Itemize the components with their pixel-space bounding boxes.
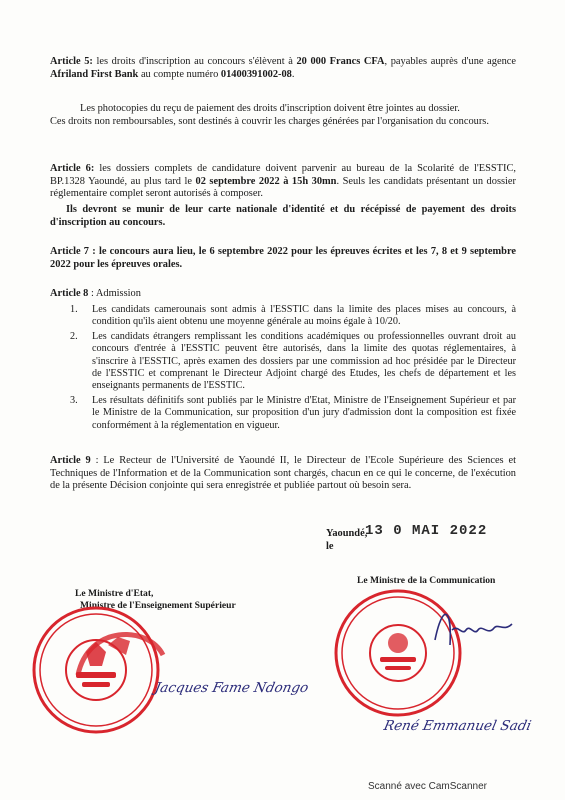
article-8-list — [70, 304, 516, 434]
article-8-label: Article 8 — [50, 288, 89, 299]
article-9-text: : Le Recteur de l'Université de Yaoundé II, le Directeur de l'Ecole Supérieure des Sciences et Techniques de l'Information et de la Communication sont chargés, chacun en ce qui le concerne, de l'exécution de la présente Décision conjointe qui sera enregistrée et publiée partout où besoin sera. — [50, 455, 516, 492]
right-signature-name: René Emmanuel Sadi — [382, 718, 533, 734]
place-city: Yaoundé, — [326, 528, 368, 539]
scanner-footer: Scanné avec CamScanner — [368, 781, 487, 792]
article-5-text-4: . — [291, 68, 295, 80]
left-seal-overlay-icon — [68, 615, 168, 685]
place-le: le — [326, 541, 334, 552]
article-6-bold-text: Ils devront se munir de leur carte nationale d'identité et du récépissé de payement des droits d'inscription au concours. — [50, 204, 516, 228]
article-6-text-1: les dossiers complets de candidature doivent parvenir au bureau de la Scolarité de l'ESSTIC, BP.1328 Yaoundé, au plus tard le — [50, 163, 517, 187]
article-5 — [50, 56, 516, 81]
article-5-text-3: au compte numéro — [138, 68, 221, 80]
list-item — [70, 304, 516, 329]
article-5-text-1: les droits d'inscription au concours s'élèvent à — [92, 56, 297, 67]
article-5-text-2: , payables auprès d'une agence — [384, 56, 516, 67]
fees-paragraph: Ces droits non remboursables, sont destinés à couvrir les charges générées par l'organisation du concours. — [50, 116, 489, 127]
article-6-label: Article 6: — [50, 163, 95, 174]
left-signatory-office: Ministre de l'Enseignement Supérieur — [80, 600, 236, 611]
article-5-label: Article 5: — [50, 56, 93, 67]
left-signatory-title: Le Ministre d'Etat, — [75, 588, 154, 599]
article-7: Article 7 : le concours aura lieu, le 6 septembre 2022 pour les épreuves écrites et les 7, 8 et 9 septembre 2022 pour les épreuves orales. — [50, 246, 516, 270]
article-5-account: 01400391002-08 — [220, 68, 292, 80]
photocopies-paragraph: Les photocopies du reçu de paiement des droits d'inscription doivent être jointes au dossier. — [80, 103, 460, 114]
date-stamp: 13 0 MAI 2022 — [365, 523, 488, 539]
article-8-title: : Admission — [88, 288, 141, 299]
list-item-text: Les candidats camerounais sont admis à l'ESSTIC dans la limite des places mises au concours, à condition qu'ils aient obtenu une moyenne générale au moins égale à 10/20. — [92, 304, 516, 328]
article-5-bank: Afriland First Bank — [50, 68, 139, 80]
article-5-amount: 20 000 Francs CFA — [296, 56, 385, 67]
list-item — [70, 331, 516, 393]
list-item-text: Les résultats définitifs sont publiés par le Ministre d'Etat, Ministre de l'Enseignement Supérieur et par le Ministre de la Communication, sur proposition d'un jury d'admission dont la composition est fixée conformément à la réglementation en vigueur. — [92, 394, 516, 431]
article-9 — [50, 455, 516, 493]
left-signature-name: Jacques Fame Ndongo — [153, 680, 310, 696]
article-6-text-2: . Seuls les candidats présentant un dossier réglementaire complet seront autorisés à composer. — [50, 175, 516, 200]
list-item-number: 3. — [70, 394, 78, 406]
list-item — [70, 395, 516, 432]
right-signature-scribble-icon — [430, 600, 520, 660]
list-item-number: 1. — [70, 304, 78, 315]
list-item-text: Les candidats étrangers remplissant les conditions académiques ou professionnelles ouvrant droit au concours d'entrée à l'ESSTIC peuvent être autorisés, dans la limite des quotas réglementaires, à s'inscrire à l'ESSTIC, après examen des dossiers par une commission ad hoc présidée par le Directeur de l'ESSTIC et comprenant le Directeur Adjoint chargé des Etudes, les chefs de département et les enseignants permanents de l'ESSTIC. — [92, 330, 516, 392]
list-item-number: 2. — [70, 330, 78, 342]
article-8-heading — [50, 288, 516, 301]
article-6-id-requirement — [50, 204, 516, 229]
article-6 — [50, 163, 516, 201]
article-9-label: Article 9 — [50, 455, 91, 466]
right-signatory-title: Le Ministre de la Communication — [357, 575, 496, 586]
article-6-deadline: 02 septembre 2022 à 15h 30mn — [195, 175, 337, 187]
